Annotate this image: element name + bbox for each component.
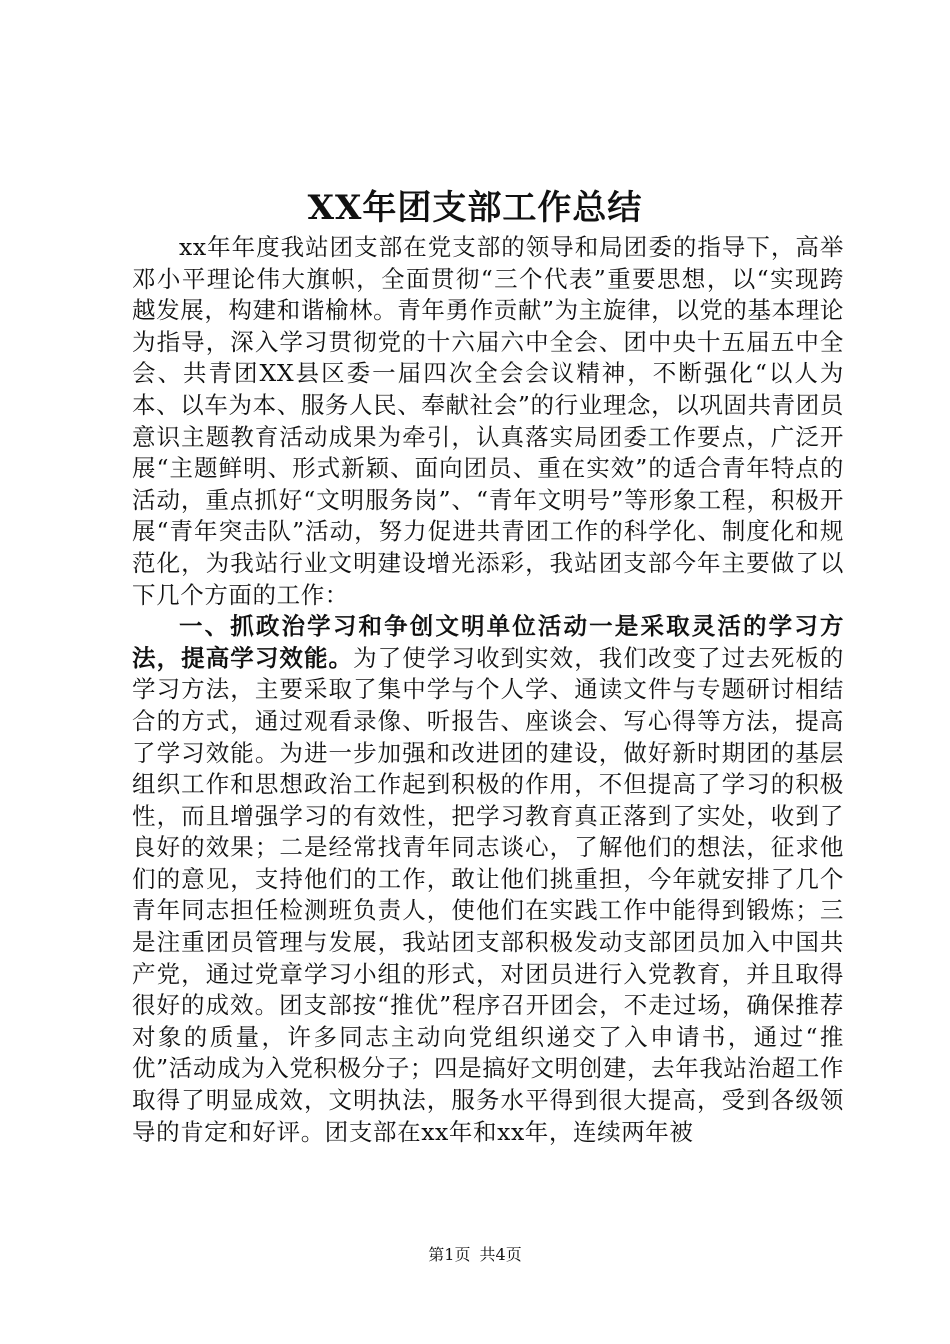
document-body <box>132 232 844 1148</box>
paragraph-intro: xx年年度我站团支部在党支部的领导和局团委的指导下，高举邓小平理论伟大旗帜，全面贯彻“三个代表”重要思想，以“实现跨越发展，构建和谐榆林。青年勇作贡献”为主旋律，以党的基本理论为指导，深入学习贯彻党的十六届六中全会、团中央十五届五中全会、共青团XX县区委一届四次全会会议精神，不断强化“以人为本、以车为本、服务人民、奉献社会”的行业理念，以巩固共青团员意识主题教育活动成果为牵引，认真落实局团委工作要点，广泛开展“主题鲜明、形式新颖、面向团员、重在实效”的适合青年特点的活动，重点抓好“文明服务岗”、“青年文明号”等形象工程，积极开展“青年突击队”活动，努力促进共青团工作的科学化、制度化和规范化，为我站行业文明建设增光添彩，我站团支部今年主要做了以下几个方面的工作： <box>132 233 844 609</box>
section-one-body: 为了使学习收到实效，我们改变了过去死板的学习方法，主要采取了集中学与个人学、通读文件与专题研讨相结合的方式，通过观看录像、听报告、座谈会、写心得等方法，提高了学习效能。为进一步加强和改进团的建设，做好新时期团的基层组织工作和思想政治工作起到积极的作用，不但提高了学习的积极性，而且增强学习的有效性，把学习教育真正落到了实处，收到了良好的效果；二是经常找青年同志谈心，了解他们的想法，征求他们的意见，支持他们的工作，敢让他们挑重担，今年就安排了几个青年同志担任检测班负责人，使他们在实践工作中能得到锻炼；三是注重团员管理与发展，我站团支部积极发动支部团员加入中国共产党，通过党章学习小组的形式，对团员进行入党教育，并且取得很好的成效。团支部按“推优”程序召开团会，不走过场，确保推荐对象的质量，许多同志主动向党组织递交了入申请书，通过“推优”活动成为入党积极分子；四是搞好文明创建，去年我站治超工作取得了明显成效，文明执法，服务水平得到很大提高，受到各级领导的肯定和好评。团支部在xx年和xx年，连续两年被 <box>132 643 844 1146</box>
page-footer <box>0 1245 950 1265</box>
page-number: 第1页 <box>428 1245 471 1264</box>
page-total: 共4页 <box>479 1245 522 1264</box>
section-one-heading: 一、抓政治学习和争创文明单位活动一是采取灵活的学习方法，提高学习效能。 <box>132 612 844 672</box>
paragraph-section-one <box>132 611 844 1148</box>
document-title: XX年团支部工作总结 <box>307 188 643 228</box>
